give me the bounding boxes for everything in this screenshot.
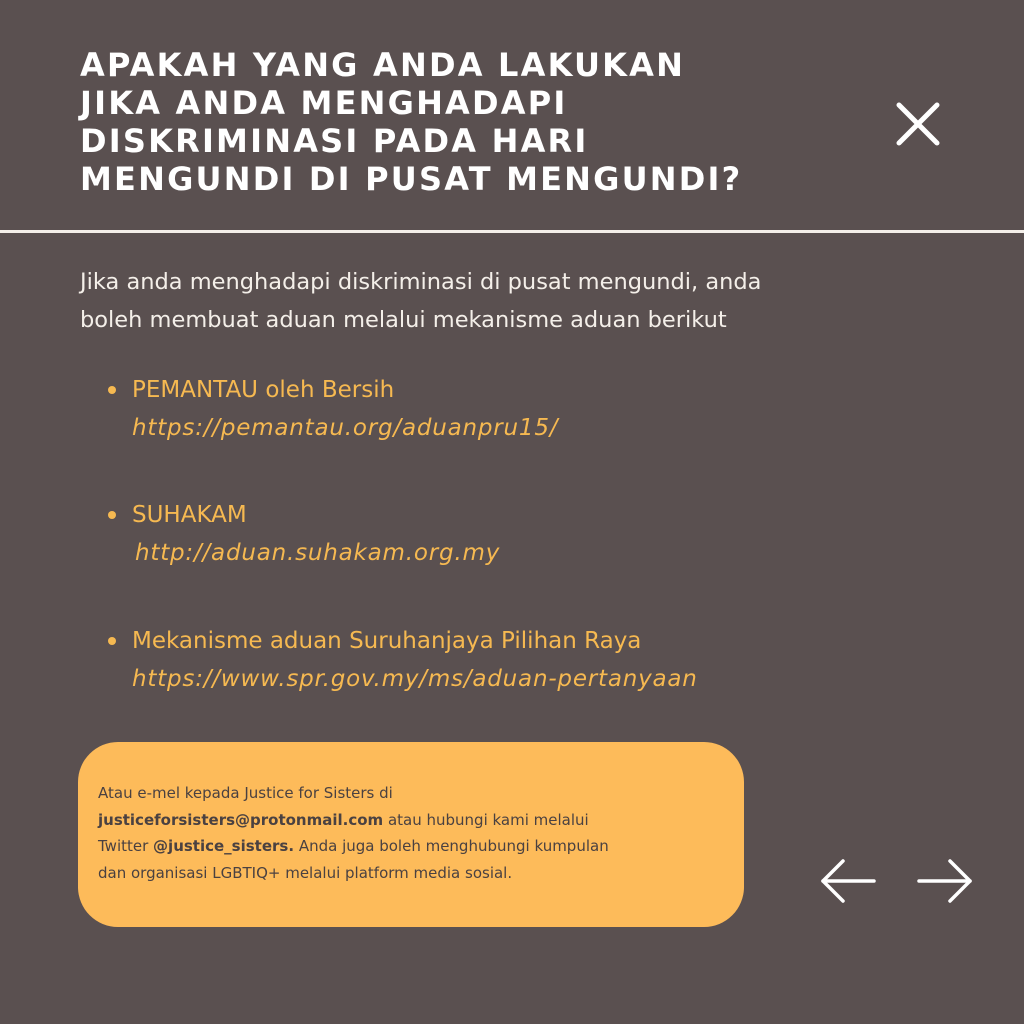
next-button[interactable] xyxy=(916,857,974,905)
card-line xyxy=(98,833,738,860)
title-line: MENGUNDI DI PUSAT MENGUNDI? xyxy=(80,160,743,198)
contact-card xyxy=(78,742,744,927)
title-line: JIKA ANDA MENGHADAPI xyxy=(80,84,568,122)
intro-line: Jika anda menghadapi diskriminasi di pusat mengundi, anda xyxy=(80,269,762,295)
title-line: APAKAH YANG ANDA LAKUKAN xyxy=(80,46,686,84)
contact-text xyxy=(98,780,738,886)
header-divider xyxy=(0,230,1024,233)
item-title: SUHAKAM xyxy=(132,502,247,528)
intro-text xyxy=(80,263,900,339)
close-button[interactable] xyxy=(893,99,943,149)
card-text-segment: Anda juga boleh menghubungi kumpulan xyxy=(294,837,609,855)
arrow-right-icon xyxy=(916,857,974,905)
email-address[interactable]: justiceforsisters@protonmail.com xyxy=(98,810,384,829)
spr-link[interactable]: https://www.spr.gov.my/ms/aduan-pertanyaan xyxy=(132,666,698,692)
card-line: dan organisasi LGBTIQ+ melalui platform media sosial. xyxy=(98,863,513,882)
pemantau-link[interactable]: https://pemantau.org/aduanpru15/ xyxy=(132,415,559,441)
card-line: Atau e-mel kepada Justice for Sisters di xyxy=(98,784,393,802)
card-text-segment: atau hubungi kami melalui xyxy=(383,810,589,829)
bullet-icon xyxy=(108,386,116,394)
bullet-icon xyxy=(108,511,116,519)
bullet-icon xyxy=(108,637,116,645)
close-icon xyxy=(893,99,943,149)
twitter-handle[interactable]: @justice_sisters. xyxy=(153,837,295,855)
arrow-left-icon xyxy=(819,857,877,905)
suhakam-link[interactable]: http://aduan.suhakam.org.my xyxy=(135,540,501,566)
prev-button[interactable] xyxy=(819,857,877,905)
page-title xyxy=(80,46,800,198)
item-title: PEMANTAU oleh Bersih xyxy=(132,377,395,403)
title-line: DISKRIMINASI PADA HARI xyxy=(80,122,589,160)
intro-line: boleh membuat aduan melalui mekanisme aduan berikut xyxy=(80,307,727,333)
card-text-segment: Twitter xyxy=(98,837,154,855)
item-title: Mekanisme aduan Suruhanjaya Pilihan Raya xyxy=(132,628,642,654)
card-line xyxy=(98,807,738,834)
